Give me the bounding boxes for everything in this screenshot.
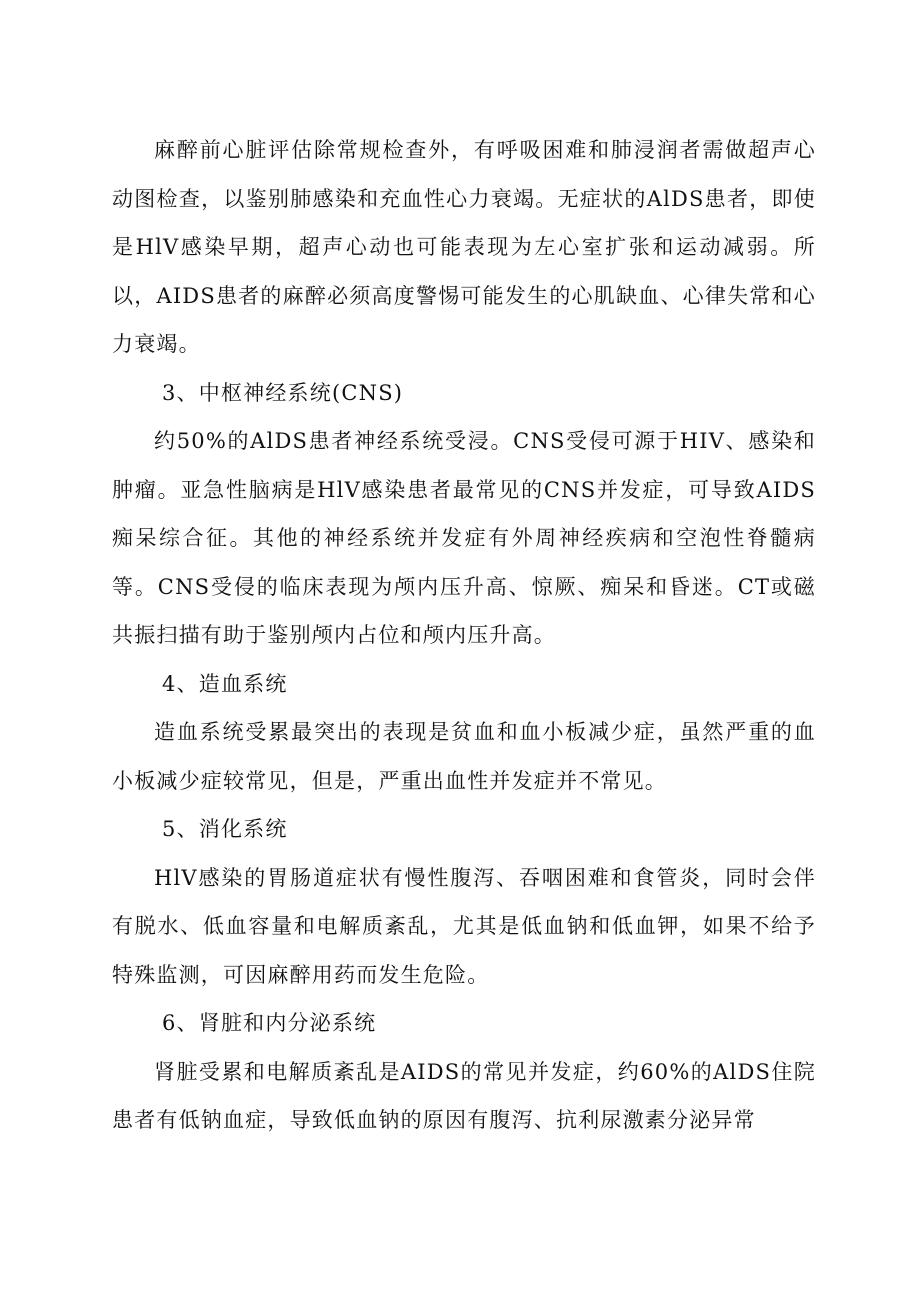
heading-hematopoietic: 4、造血系统 bbox=[162, 671, 288, 696]
paragraph-cns: 约50%的AlDS患者神经系统受浸。CNS受侵可源于HIV、感染和肿瘤。亚急性脑病是HlV感染患者最常见的CNS并发症，可导致AIDS痴呆综合征。其他的神经系统并发症有外周神经疾病和空泡性脊髓病等。CNS受侵的临床表现为颅内压升高、惊厥、痴呆和昏迷。CT或磁共振扫描有助于鉴别颅内占位和颅内压升高。 bbox=[112, 429, 816, 647]
paragraph-renal-endocrine: 肾脏受累和电解质紊乱是AIDS的常见并发症，约60%的AlDS住院患者有低钠血症，导致低血钠的原因有腹泻、抗利尿激素分泌异常 bbox=[112, 1059, 816, 1132]
paragraph-hematopoietic: 造血系统受累最突出的表现是贫血和血小板减少症，虽然严重的血小板减少症较常见，但是，严重出血性并发症并不常见。 bbox=[112, 720, 816, 793]
heading-cns: 3、中枢神经系统(CNS) bbox=[162, 380, 404, 405]
paragraph-digestive: HlV感染的胃肠道症状有慢性腹泻、吞咽困难和食管炎，同时会伴有脱水、低血容量和电解质紊乱，尤其是低血钠和低血钾，如果不给予特殊监测，可因麻醉用药而发生危险。 bbox=[112, 865, 816, 987]
document-body bbox=[112, 126, 816, 1145]
paragraph-cardiac-assessment: 麻醉前心脏评估除常规检查外，有呼吸困难和肺浸润者需做超声心动图检查，以鉴别肺感染和充血性心力衰竭。无症状的AlDS患者，即使是HlV感染早期，超声心动也可能表现为左心室扩张和运动减弱。所以，AIDS患者的麻醉必须高度警惕可能发生的心肌缺血、心律失常和心力衰竭。 bbox=[112, 138, 816, 356]
heading-digestive: 5、消化系统 bbox=[162, 817, 288, 841]
heading-renal-endocrine: 6、肾脏和内分泌系统 bbox=[162, 1011, 377, 1035]
